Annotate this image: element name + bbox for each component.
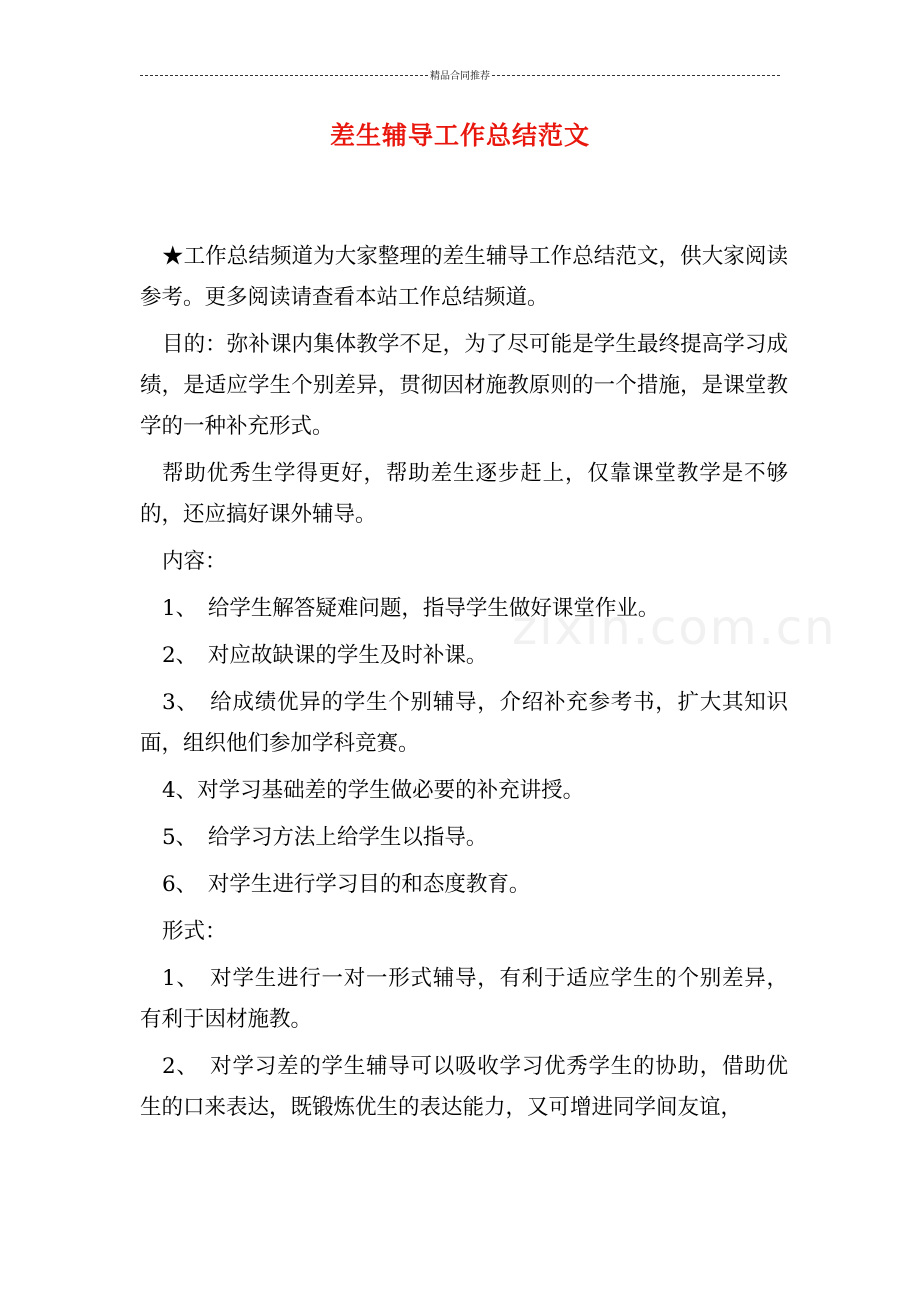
content-item-6: 6、 对学生进行学习目的和态度教育。 bbox=[162, 872, 531, 897]
header-dash-right bbox=[492, 75, 780, 76]
page-header bbox=[140, 66, 780, 82]
header-label: 精品合同推荐 bbox=[430, 70, 490, 82]
content-heading: 内容： bbox=[162, 549, 227, 574]
intro-paragraph: ★工作总结频道为大家整理的差生辅导工作总结范文，供大家阅读参考。更多阅读请查看本站工作总结频道。 bbox=[140, 244, 788, 310]
form-item-1: 1、 对学生进行一对一形式辅导，有利于适应学生的个别差异，有利于因材施教。 bbox=[140, 966, 788, 1032]
help-paragraph: 帮助优秀生学得更好，帮助差生逐步赶上，仅靠课堂教学是不够的，还应搞好课外辅导。 bbox=[140, 461, 788, 527]
content-item-1: 1、 给学生解答疑难问题，指导学生做好课堂作业。 bbox=[162, 596, 660, 621]
form-heading: 形式： bbox=[162, 919, 227, 944]
header-dash-left bbox=[140, 75, 428, 76]
document-body bbox=[140, 236, 788, 1134]
watermark: zixin.com.cn bbox=[512, 600, 837, 656]
content-item-3: 3、 给成绩优异的学生个别辅导，介绍补充参考书，扩大其知识面，组织他们参加学科竞赛。 bbox=[140, 690, 788, 756]
document-title: 差生辅导工作总结范文 bbox=[329, 121, 590, 150]
purpose-paragraph: 目的：弥补课内集体教学不足，为了尽可能是学生最终提高学习成绩，是适应学生个别差异，贯彻因材施教原则的一个措施，是课堂教学的一种补充形式。 bbox=[140, 332, 788, 439]
form-item-2: 2、 对学习差的学生辅导可以吸收学习优秀学生的协助，借助优生的口来表达，既锻炼优生的表达能力，又可增进同学间友谊， bbox=[140, 1054, 788, 1120]
content-item-5: 5、 给学习方法上给学生以指导。 bbox=[162, 825, 488, 850]
content-item-2: 2、 对应故缺课的学生及时补课。 bbox=[162, 643, 488, 668]
content-item-4: 4、对学习基础差的学生做必要的补充讲授。 bbox=[162, 778, 585, 803]
